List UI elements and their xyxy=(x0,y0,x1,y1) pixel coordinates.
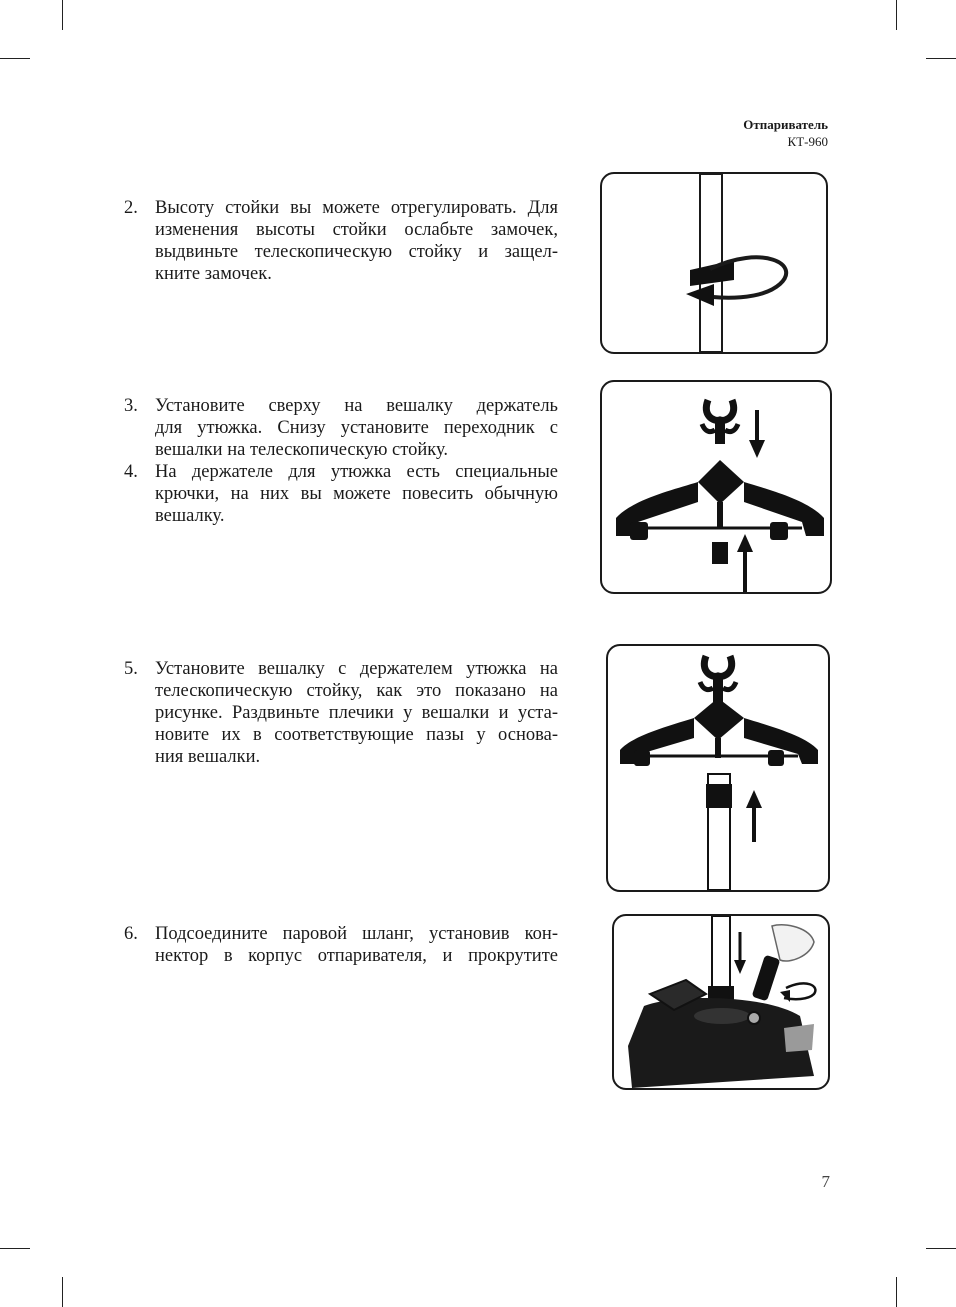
step-number: 2. xyxy=(124,198,138,218)
crop-mark xyxy=(62,0,63,30)
text-line: вешалку. xyxy=(155,506,225,526)
text-line: Установите сверху на вешалку держатель xyxy=(155,396,558,416)
hanger-assembly-illustration xyxy=(602,382,830,592)
figure-hose-connection xyxy=(612,914,830,1090)
step-text xyxy=(155,197,558,285)
step-number: 5. xyxy=(124,659,138,679)
step-number: 4. xyxy=(124,462,138,482)
crop-mark xyxy=(0,1248,30,1249)
text-line: Установите вешалку с держателем утюжка на xyxy=(155,659,558,679)
step-text xyxy=(155,923,558,967)
step-number: 3. xyxy=(124,396,138,416)
figure-hanger-assembly xyxy=(600,380,832,594)
step-number: 6. xyxy=(124,924,138,944)
step-text xyxy=(155,461,558,527)
text-line: вешалки на телескопическую стойку. xyxy=(155,440,449,460)
text-line: крючки, на них вы можете повесить обычную xyxy=(155,484,558,504)
hanger-on-pole-illustration xyxy=(608,646,828,890)
step-text xyxy=(155,395,558,461)
crop-mark xyxy=(0,58,30,59)
pole-lock-illustration xyxy=(602,174,826,352)
crop-mark xyxy=(896,0,897,30)
hose-connection-illustration xyxy=(614,916,828,1088)
step-text xyxy=(155,658,558,768)
step-2 xyxy=(124,197,558,285)
figure-hanger-on-pole xyxy=(606,644,830,892)
step-6 xyxy=(124,923,558,967)
text-line: выдвиньте телескопическую стойку и защел- xyxy=(155,242,558,262)
crop-mark xyxy=(926,58,956,59)
text-line: На держателе для утюжка есть специальные xyxy=(155,462,558,482)
step-3 xyxy=(124,395,558,461)
text-line: новите их в соответствующие пазы у основа- xyxy=(155,725,558,745)
crop-mark xyxy=(62,1277,63,1307)
text-line: изменения высоты стойки ослабьте замочек, xyxy=(155,220,558,240)
text-line: Подсоедините паровой шланг, установив кон- xyxy=(155,924,558,944)
text-line: ния вешалки. xyxy=(155,747,261,767)
page-header xyxy=(743,116,828,150)
text-line: телескопическую стойку, как это показано на xyxy=(155,681,558,701)
crop-mark xyxy=(926,1248,956,1249)
crop-mark xyxy=(896,1277,897,1307)
text-line: Высоту стойки вы можете отрегулировать. Для xyxy=(155,198,558,218)
page-number: 7 xyxy=(821,1172,830,1191)
figure-pole-lock xyxy=(600,172,828,354)
step-5 xyxy=(124,658,558,768)
step-4 xyxy=(124,461,558,527)
text-line: нектор в корпус отпаривателя, и прокрутите xyxy=(155,946,558,966)
product-model: КТ-960 xyxy=(787,134,828,149)
product-title: Отпариватель xyxy=(743,117,828,132)
text-line: для утюжка. Снизу установите переходник с xyxy=(155,418,558,438)
text-line: кните замочек. xyxy=(155,264,272,284)
text-line: рисунке. Раздвиньте плечики у вешалки и уста- xyxy=(155,703,558,723)
